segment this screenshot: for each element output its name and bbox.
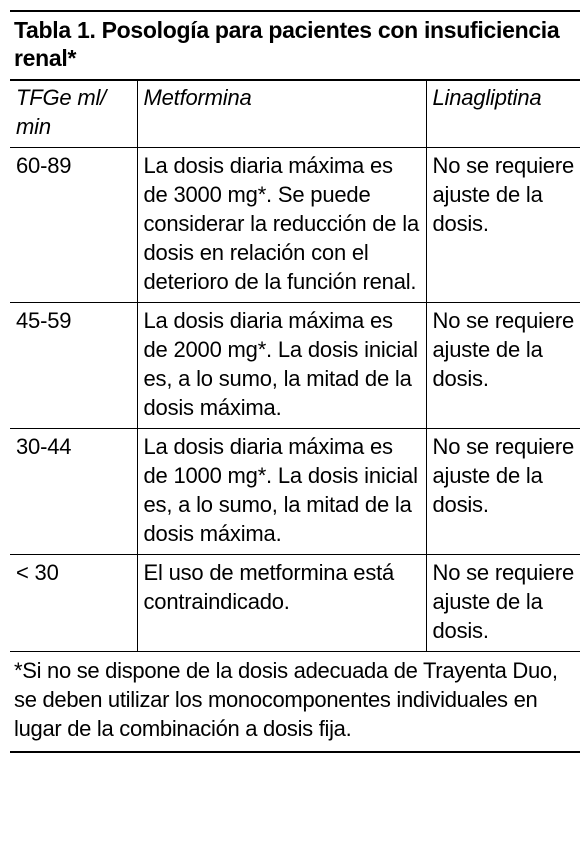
cell-metformina: El uso de metformina está contraindicado. bbox=[137, 555, 426, 652]
table-row bbox=[10, 555, 580, 652]
cell-tfge: 30-44 bbox=[10, 429, 137, 555]
cell-linagliptina: No se requiere ajuste de la dosis. bbox=[426, 429, 580, 555]
header-tfge: TFGe ml/ min bbox=[10, 80, 137, 148]
table-title: Tabla 1. Posología para pacientes con insuficiencia renal* bbox=[14, 17, 560, 71]
cell-linagliptina: No se requiere ajuste de la dosis. bbox=[426, 303, 580, 429]
table-footnote: *Si no se dispone de la dosis adecuada de Trayenta Duo, se deben utilizar los monocomponentes individuales en lugar de la combinación a dosis fija. bbox=[14, 658, 558, 741]
table-row bbox=[10, 429, 580, 555]
cell-tfge: < 30 bbox=[10, 555, 137, 652]
cell-metformina: La dosis diaria máxima es de 1000 mg*. La dosis inicial es, a lo sumo, la mitad de la dosis máxima. bbox=[137, 429, 426, 555]
cell-linagliptina: No se requiere ajuste de la dosis. bbox=[426, 148, 580, 303]
cell-metformina: La dosis diaria máxima es de 2000 mg*. La dosis inicial es, a lo sumo, la mitad de la dosis máxima. bbox=[137, 303, 426, 429]
cell-tfge: 60-89 bbox=[10, 148, 137, 303]
renal-dosage-table bbox=[10, 79, 580, 652]
cell-metformina: La dosis diaria máxima es de 3000 mg*. Se puede considerar la reducción de la dosis en relación con el deterioro de la función renal. bbox=[137, 148, 426, 303]
cell-tfge: 45-59 bbox=[10, 303, 137, 429]
dosage-table-document bbox=[10, 10, 580, 753]
table-header-row bbox=[10, 80, 580, 148]
cell-linagliptina: No se requiere ajuste de la dosis. bbox=[426, 555, 580, 652]
header-metformina: Metformina bbox=[137, 80, 426, 148]
table-row bbox=[10, 303, 580, 429]
bottom-rule bbox=[10, 751, 580, 753]
header-linagliptina: Linagliptina bbox=[426, 80, 580, 148]
table-row bbox=[10, 148, 580, 303]
